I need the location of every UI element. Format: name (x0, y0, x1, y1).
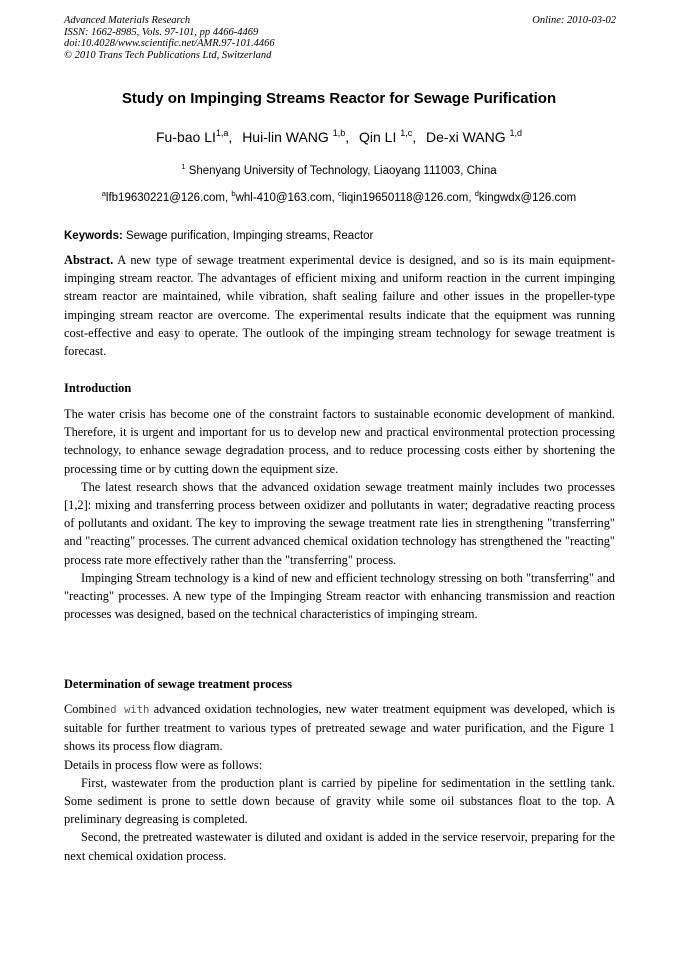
paragraph: Impinging Stream technology is a kind of new and efficient technology stressing on both "transferring" and "reacting" processes. A new type of the Impinging Stream reactor with enhancing transmission and reaction processes was designed, based on the technical characteristics of impinging stream. (64, 570, 615, 622)
issn-line: ISSN: 1662-8985, Vols. 97-101, pp 4466-4469 (64, 26, 259, 38)
email[interactable]: $^c$liqin19650118@126.com, (338, 189, 472, 204)
author-list: Fu-bao LI$^{1,a}$, Hui-lin WANG $^{1,b}$, Qin LI $^{1,c}$, De-xi WANG $^{1,d}$ (155, 128, 523, 145)
publication-header (64, 15, 616, 61)
affiliation: $^1$ Shenyang University of Technology, Liaoyang 111003, China (181, 162, 497, 177)
author-emails (0, 189, 678, 204)
keywords (64, 230, 616, 242)
email[interactable]: $^b$whl-410@163.com, (231, 189, 335, 204)
abstract-label: Abstract. (64, 253, 114, 267)
paragraph: First, wastewater from the production plant is carried by pipeline for sedimentation in the settling tank. Some sediment is prone to settle down because of gravity while some oil substances float to the top. A preliminary degreasing is completed. (64, 775, 615, 827)
paper-title: Study on Impinging Streams Reactor for Sewage Purification (121, 90, 557, 107)
abstract-text: A new type of sewage treatment experimental device is designed, and so is its main equipment-impinging stream reactor. The advantages of efficient mixing and uniform reaction in the current impinging stream reactor are maintained, while vibration, shaft sealing failure and other issues in the propeller-type impinging stream reactor are overcome. The experimental results indicate that the equipment was running cost-effective and easy to operate. The outlook of the impinging stream technology for sewage treatment is forecast. (64, 253, 615, 359)
paragraph: The water crisis has become one of the constraint factors to sustainable economic development of mankind. Therefore, it is urgent and important for us to develop new and practical environmental protection processing technology, to enhance sewage degradation process, and to reduce processing costs either by shortening the processing time or by cutting down the equipment size. (64, 407, 615, 476)
doi-line: doi:10.4028/www.scientific.net/AMR.97-101.4466 (64, 38, 275, 49)
paragraph: Combined with advanced oxidation technologies, new water treatment equipment was developed, which is suitable for further treatment to various types of pretreated sewage and water purification, and the Figure 1 shows its process flow diagram. (64, 702, 615, 754)
copyright-line: © 2010 Trans Tech Publications Ltd, Switzerland (64, 49, 272, 61)
determination-body (64, 700, 615, 865)
paragraph: Details in process flow were as follows: (64, 757, 263, 772)
email[interactable]: $^a$lfb19630221@126.com, (101, 189, 229, 204)
keywords-text: Sewage purification, Impinging streams, Reactor (126, 230, 374, 242)
section-heading-introduction: Introduction (64, 381, 132, 395)
introduction-body (64, 405, 615, 623)
email[interactable]: $^d$kingwdx@126.com (474, 189, 577, 204)
author: Hui-lin WANG $^{1,b}$ (242, 128, 346, 145)
author: De-xi WANG $^{1,d}$ (426, 128, 523, 145)
paragraph: The latest research shows that the advanced oxidation sewage treatment mainly includes two processes [1,2]: mixing and transferring process between oxidizer and pollutants in water; degradative reacting process of pollutants and oxidant. The key to improving the sewage treatment rate lies in strengthening "transferring" and "reacting" processes. The current advanced chemical oxidation technology has strengthened the "reacting" process rate more effectively rather than the "transferring" process. (64, 479, 615, 567)
abstract (64, 251, 615, 360)
journal-name: Advanced Materials Research (64, 15, 191, 26)
author: Fu-bao LI$^{1,a}$ (155, 128, 229, 145)
paragraph: Second, the pretreated wastewater is diluted and oxidant is added in the service reservoir, preparing for the next chemical oxidation process. (64, 830, 615, 863)
keywords-label: Keywords: (64, 230, 123, 242)
section-heading-determination: Determination of sewage treatment process (64, 677, 293, 691)
online-date: Online: 2010-03-02 (532, 15, 616, 26)
author: Qin LI $^{1,c}$ (358, 128, 413, 145)
